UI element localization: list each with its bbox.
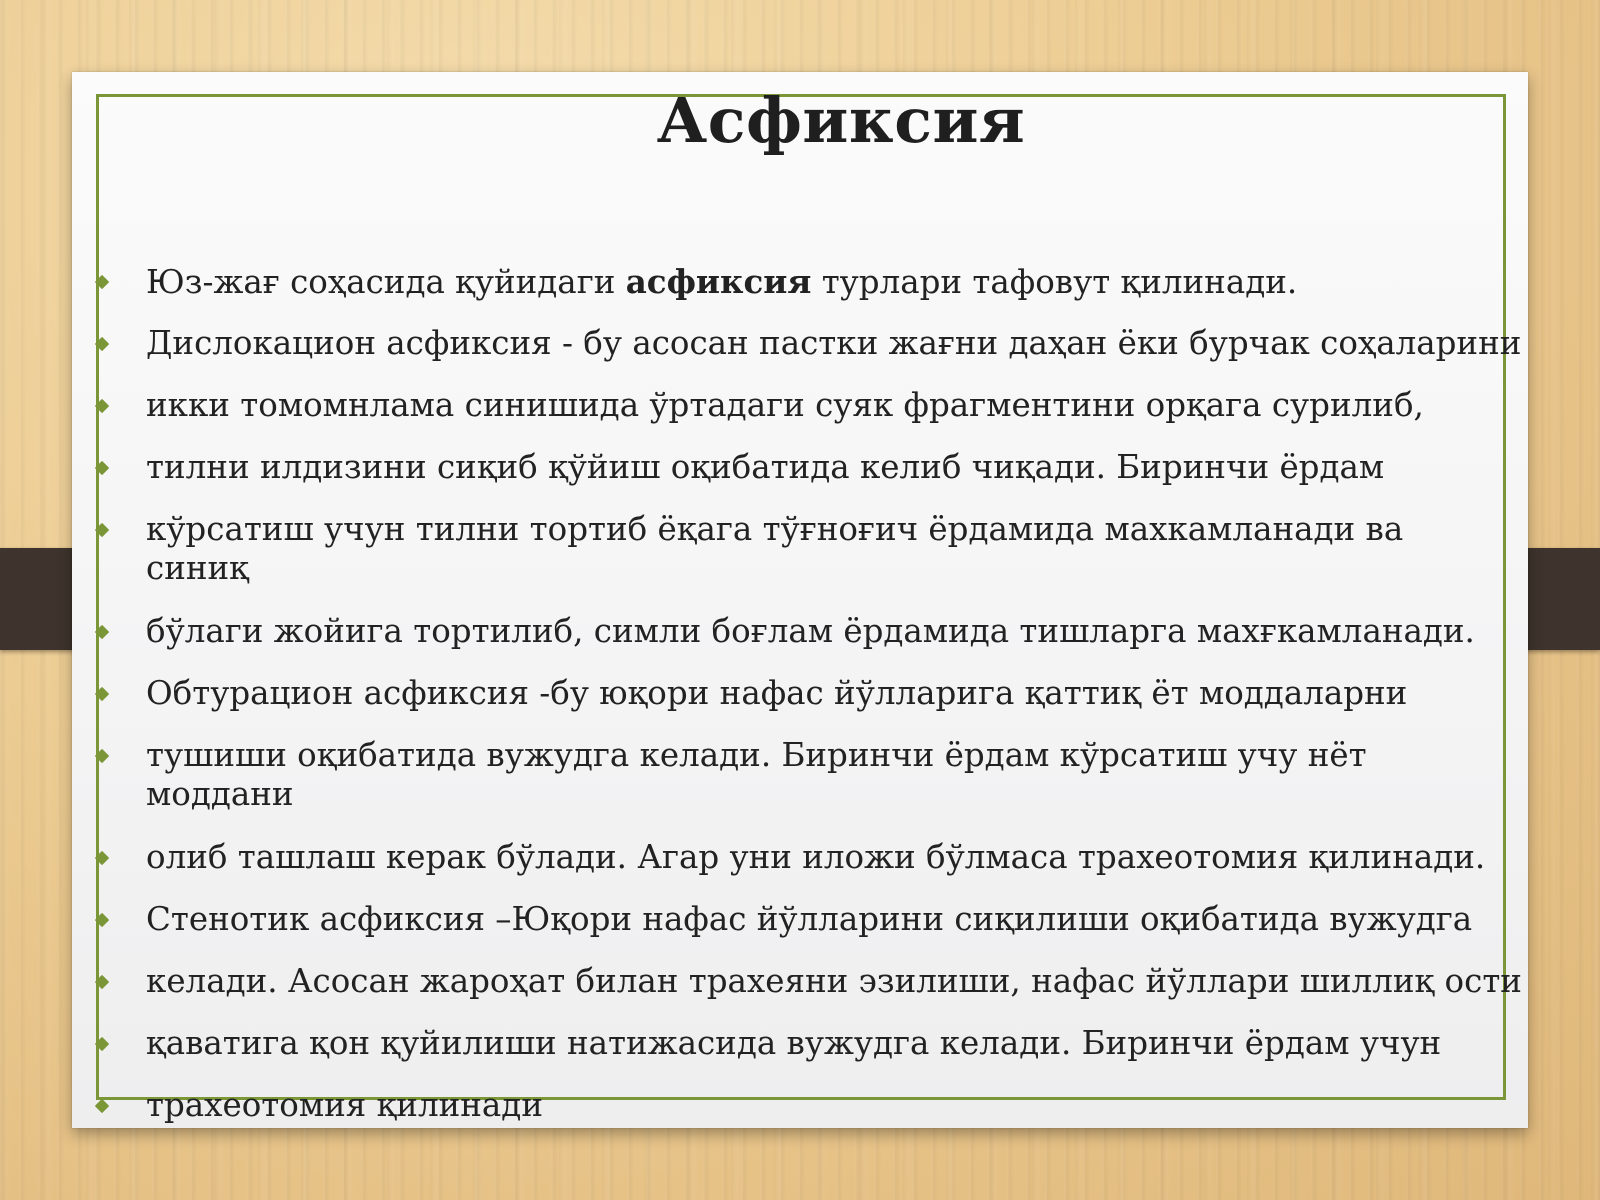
bullet-line: тилни илдизини сиқиб қўйиш оқибатида келиб чиқади. Биринчи ёрдам bbox=[146, 448, 1385, 486]
bullet-marker bbox=[95, 461, 109, 475]
bullet-line: кўрсатиш учун тилни тортиб ёқага тўғноғич ёрдамида махкамланади ва синиқ bbox=[146, 510, 1404, 587]
bullet-marker bbox=[95, 399, 109, 413]
bullet-line-intro bbox=[146, 262, 1586, 302]
bullet-marker bbox=[95, 1037, 109, 1051]
bullet-line: икки томомнлама синишида ўртадаги суяк фрагментини орқага сурилиб, bbox=[146, 386, 1424, 424]
bullet-line: трахеотомия қилинади bbox=[146, 1086, 543, 1124]
bullet-marker bbox=[95, 975, 109, 989]
intro-text-before: Юз-жағ соҳасида қуйидаги bbox=[146, 263, 626, 301]
bullet-marker bbox=[95, 337, 109, 351]
bullet-marker bbox=[95, 851, 109, 865]
bullet-marker bbox=[95, 1099, 109, 1113]
bullet-marker bbox=[95, 687, 109, 701]
bullet-line: Обтурацион асфиксия -бу юқори нафас йўлларига қаттиқ ёт моддаларни bbox=[146, 674, 1408, 712]
bullet-marker bbox=[95, 913, 109, 927]
slide-title: Асфиксия bbox=[656, 84, 1026, 157]
bullet-line: тушиши оқибатида вужудга келади. Биринчи ёрдам кўрсатиш учу нёт моддани bbox=[146, 736, 1367, 813]
bullet-marker bbox=[95, 749, 109, 763]
bullet-line: Дислокацион асфиксия - бу асосан пастки жағни даҳан ёки бурчак соҳаларини bbox=[146, 324, 1522, 362]
bullet-line: келади. Асосан жароҳат билан трахеяни эзилиши, нафас йўллари шиллиқ ости bbox=[146, 962, 1522, 1000]
bullet-line: олиб ташлаш керак бўлади. Агар уни иложи бўлмаса трахеотомия қилинади. bbox=[146, 838, 1486, 876]
bullet-line: бўлаги жойига тортилиб, симли боғлам ёрдамида тишларга махғкамланади. bbox=[146, 612, 1475, 650]
intro-text-after: турлари тафовут қилинади. bbox=[811, 263, 1298, 301]
bullet-marker bbox=[95, 625, 109, 639]
intro-text-bold: асфиксия bbox=[625, 262, 812, 301]
bullet-line: қаватига қон қуйилиши натижасида вужудга келади. Биринчи ёрдам учун bbox=[146, 1024, 1442, 1062]
bullet-line: Стенотик асфиксия –Юқори нафас йўлларини сиқилиши оқибатида вужудга bbox=[146, 900, 1473, 938]
bullet-marker bbox=[95, 523, 109, 537]
bullet-marker bbox=[95, 275, 109, 289]
